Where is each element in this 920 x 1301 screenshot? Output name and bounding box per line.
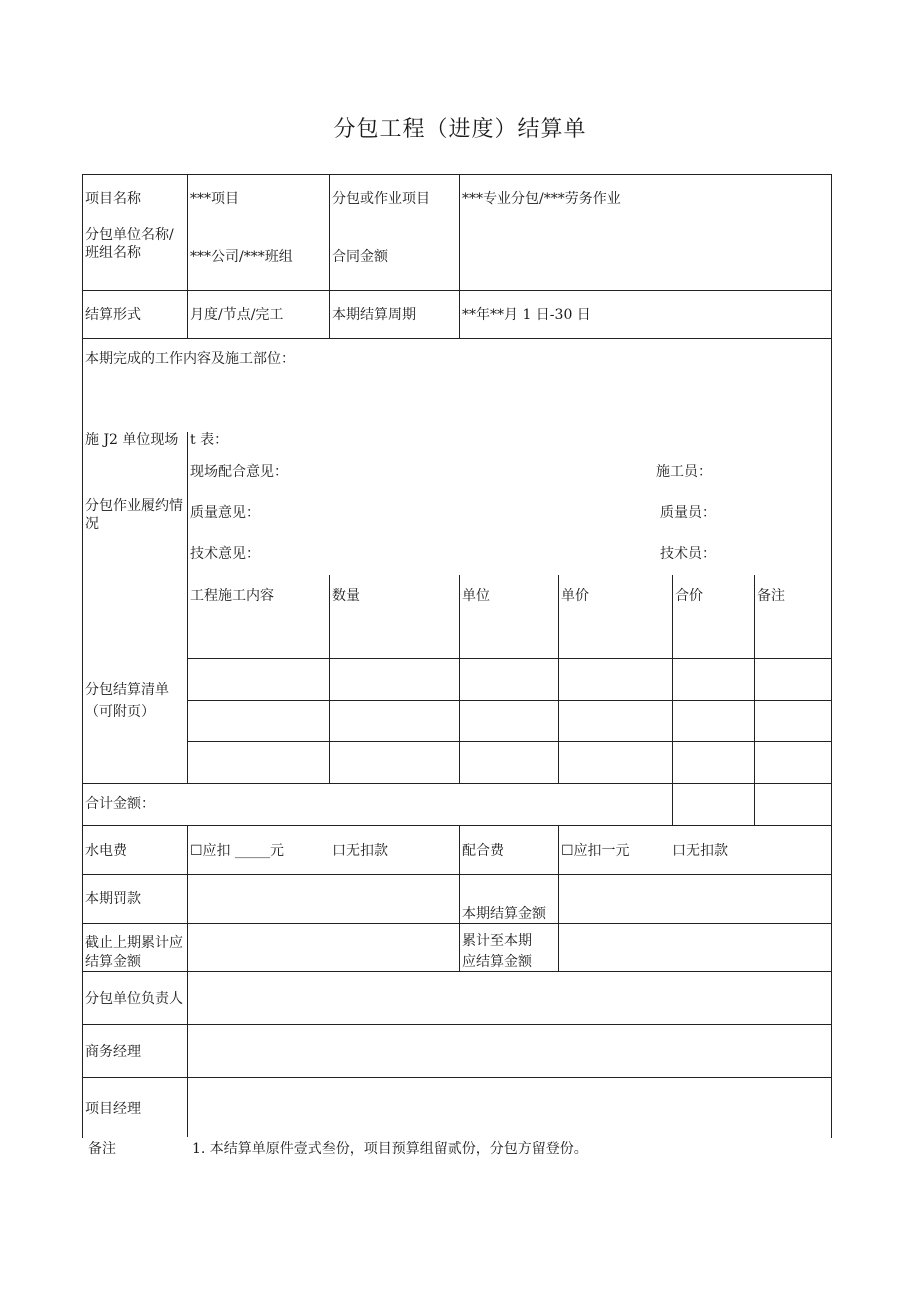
rule <box>558 825 559 971</box>
label-utilities: 水电费 <box>85 843 127 859</box>
value-site-unit: t 表： <box>190 432 229 448</box>
value-subcontract-unit: ***公司/***班组 <box>190 249 293 265</box>
label-contract-amount: 合同金额 <box>332 249 388 265</box>
page-title: 分包工程（进度）结算单 <box>333 117 587 142</box>
label-subcontract-unit-line2: 班组名称 <box>85 245 141 261</box>
rule <box>459 174 460 338</box>
header-remarks: 备注 <box>757 588 785 604</box>
header-quantity: 数量 <box>332 588 360 604</box>
site-opinion: 现场配合意见： <box>190 464 288 480</box>
rule <box>82 290 832 291</box>
rule <box>187 700 832 701</box>
remarks-text: 1. 本结算单原件壹式叁份，项目预算组留贰份，分包方留登份。 <box>192 1141 588 1157</box>
rule <box>459 575 460 783</box>
label-coop-fee: 配合费 <box>462 843 504 859</box>
label-project-manager: 项目经理 <box>85 1101 141 1117</box>
rule <box>82 174 832 175</box>
rule <box>82 1024 832 1025</box>
tech-person: 技术员： <box>660 546 716 562</box>
value-project-name: ***项目 <box>190 191 239 207</box>
label-penalty: 本期罚款 <box>85 891 141 907</box>
rule <box>82 971 832 972</box>
label-business-manager: 商务经理 <box>85 1044 141 1060</box>
label-subcontract-unit: 分包单位名称/ <box>85 227 174 243</box>
label-settlement-form: 结算形式 <box>85 307 141 323</box>
rule <box>187 658 832 659</box>
label-settlement-list-line2: （可附页） <box>85 704 155 720</box>
tech-opinion: 技术意见： <box>190 546 260 562</box>
value-settlement-period: **年**月 1 日-30 日 <box>462 307 591 323</box>
label-performance-line2: 况 <box>85 516 99 532</box>
label-subcontract-item: 分包或作业项目 <box>332 191 430 207</box>
quality-opinion: 质量意见： <box>190 505 260 521</box>
rule <box>82 783 832 784</box>
utilities-no-deduct-option[interactable]: 口无扣款 <box>332 843 388 859</box>
site-person: 施工员： <box>656 464 712 480</box>
coop-deduct-option[interactable]: ☐应扣一元 <box>561 843 630 859</box>
label-cumulative-prior-line2: 结算金额 <box>85 954 141 970</box>
label-remarks: 备注 <box>88 1141 116 1157</box>
rule <box>82 923 832 924</box>
label-current-settlement: 本期结算金额 <box>462 906 546 922</box>
rule <box>831 174 832 1138</box>
rule <box>329 174 330 338</box>
label-sub-leader: 分包单位负责人 <box>85 991 183 1007</box>
rule <box>329 575 330 783</box>
label-cumulative-to-date-line2: 应结算金额 <box>462 954 532 970</box>
rule <box>754 575 755 825</box>
label-settlement-period: 本期结算周期 <box>332 307 416 323</box>
label-cumulative-to-date: 累计至本期 <box>462 933 532 949</box>
label-work-content: 本期完成的工作内容及施工部位： <box>85 351 295 367</box>
label-cumulative-prior: 截止上期累计应 <box>85 935 183 951</box>
value-settlement-form: 月度/节点/完工 <box>190 307 284 323</box>
rule <box>459 825 460 971</box>
header-work-content: 工程施工内容 <box>190 588 274 604</box>
rule <box>187 432 188 783</box>
header-unit: 单位 <box>462 588 490 604</box>
rule <box>187 825 188 1137</box>
label-total-amount: 合计金额： <box>85 796 155 812</box>
label-performance: 分包作业履约情 <box>85 498 183 514</box>
label-settlement-list: 分包结算清单 <box>85 682 169 698</box>
quality-person: 质量员： <box>660 505 716 521</box>
header-unit-price: 单价 <box>561 588 589 604</box>
rule <box>82 338 832 339</box>
rule <box>558 575 559 783</box>
rule <box>82 174 83 1138</box>
rule <box>82 874 832 875</box>
header-total-price: 合价 <box>675 588 703 604</box>
rule <box>82 1077 832 1078</box>
rule <box>82 825 832 826</box>
value-subcontract-item: ***专业分包/***劳务作业 <box>462 191 621 207</box>
rule <box>187 741 832 742</box>
coop-no-deduct-option[interactable]: 口无扣款 <box>672 843 728 859</box>
label-project-name: 项目名称 <box>85 191 141 207</box>
utilities-deduct-option[interactable]: ☐应扣 _____元 <box>190 843 285 859</box>
rule <box>187 174 188 338</box>
rule <box>672 575 673 825</box>
label-site-unit: 施 J2 单位现场 <box>85 432 179 448</box>
